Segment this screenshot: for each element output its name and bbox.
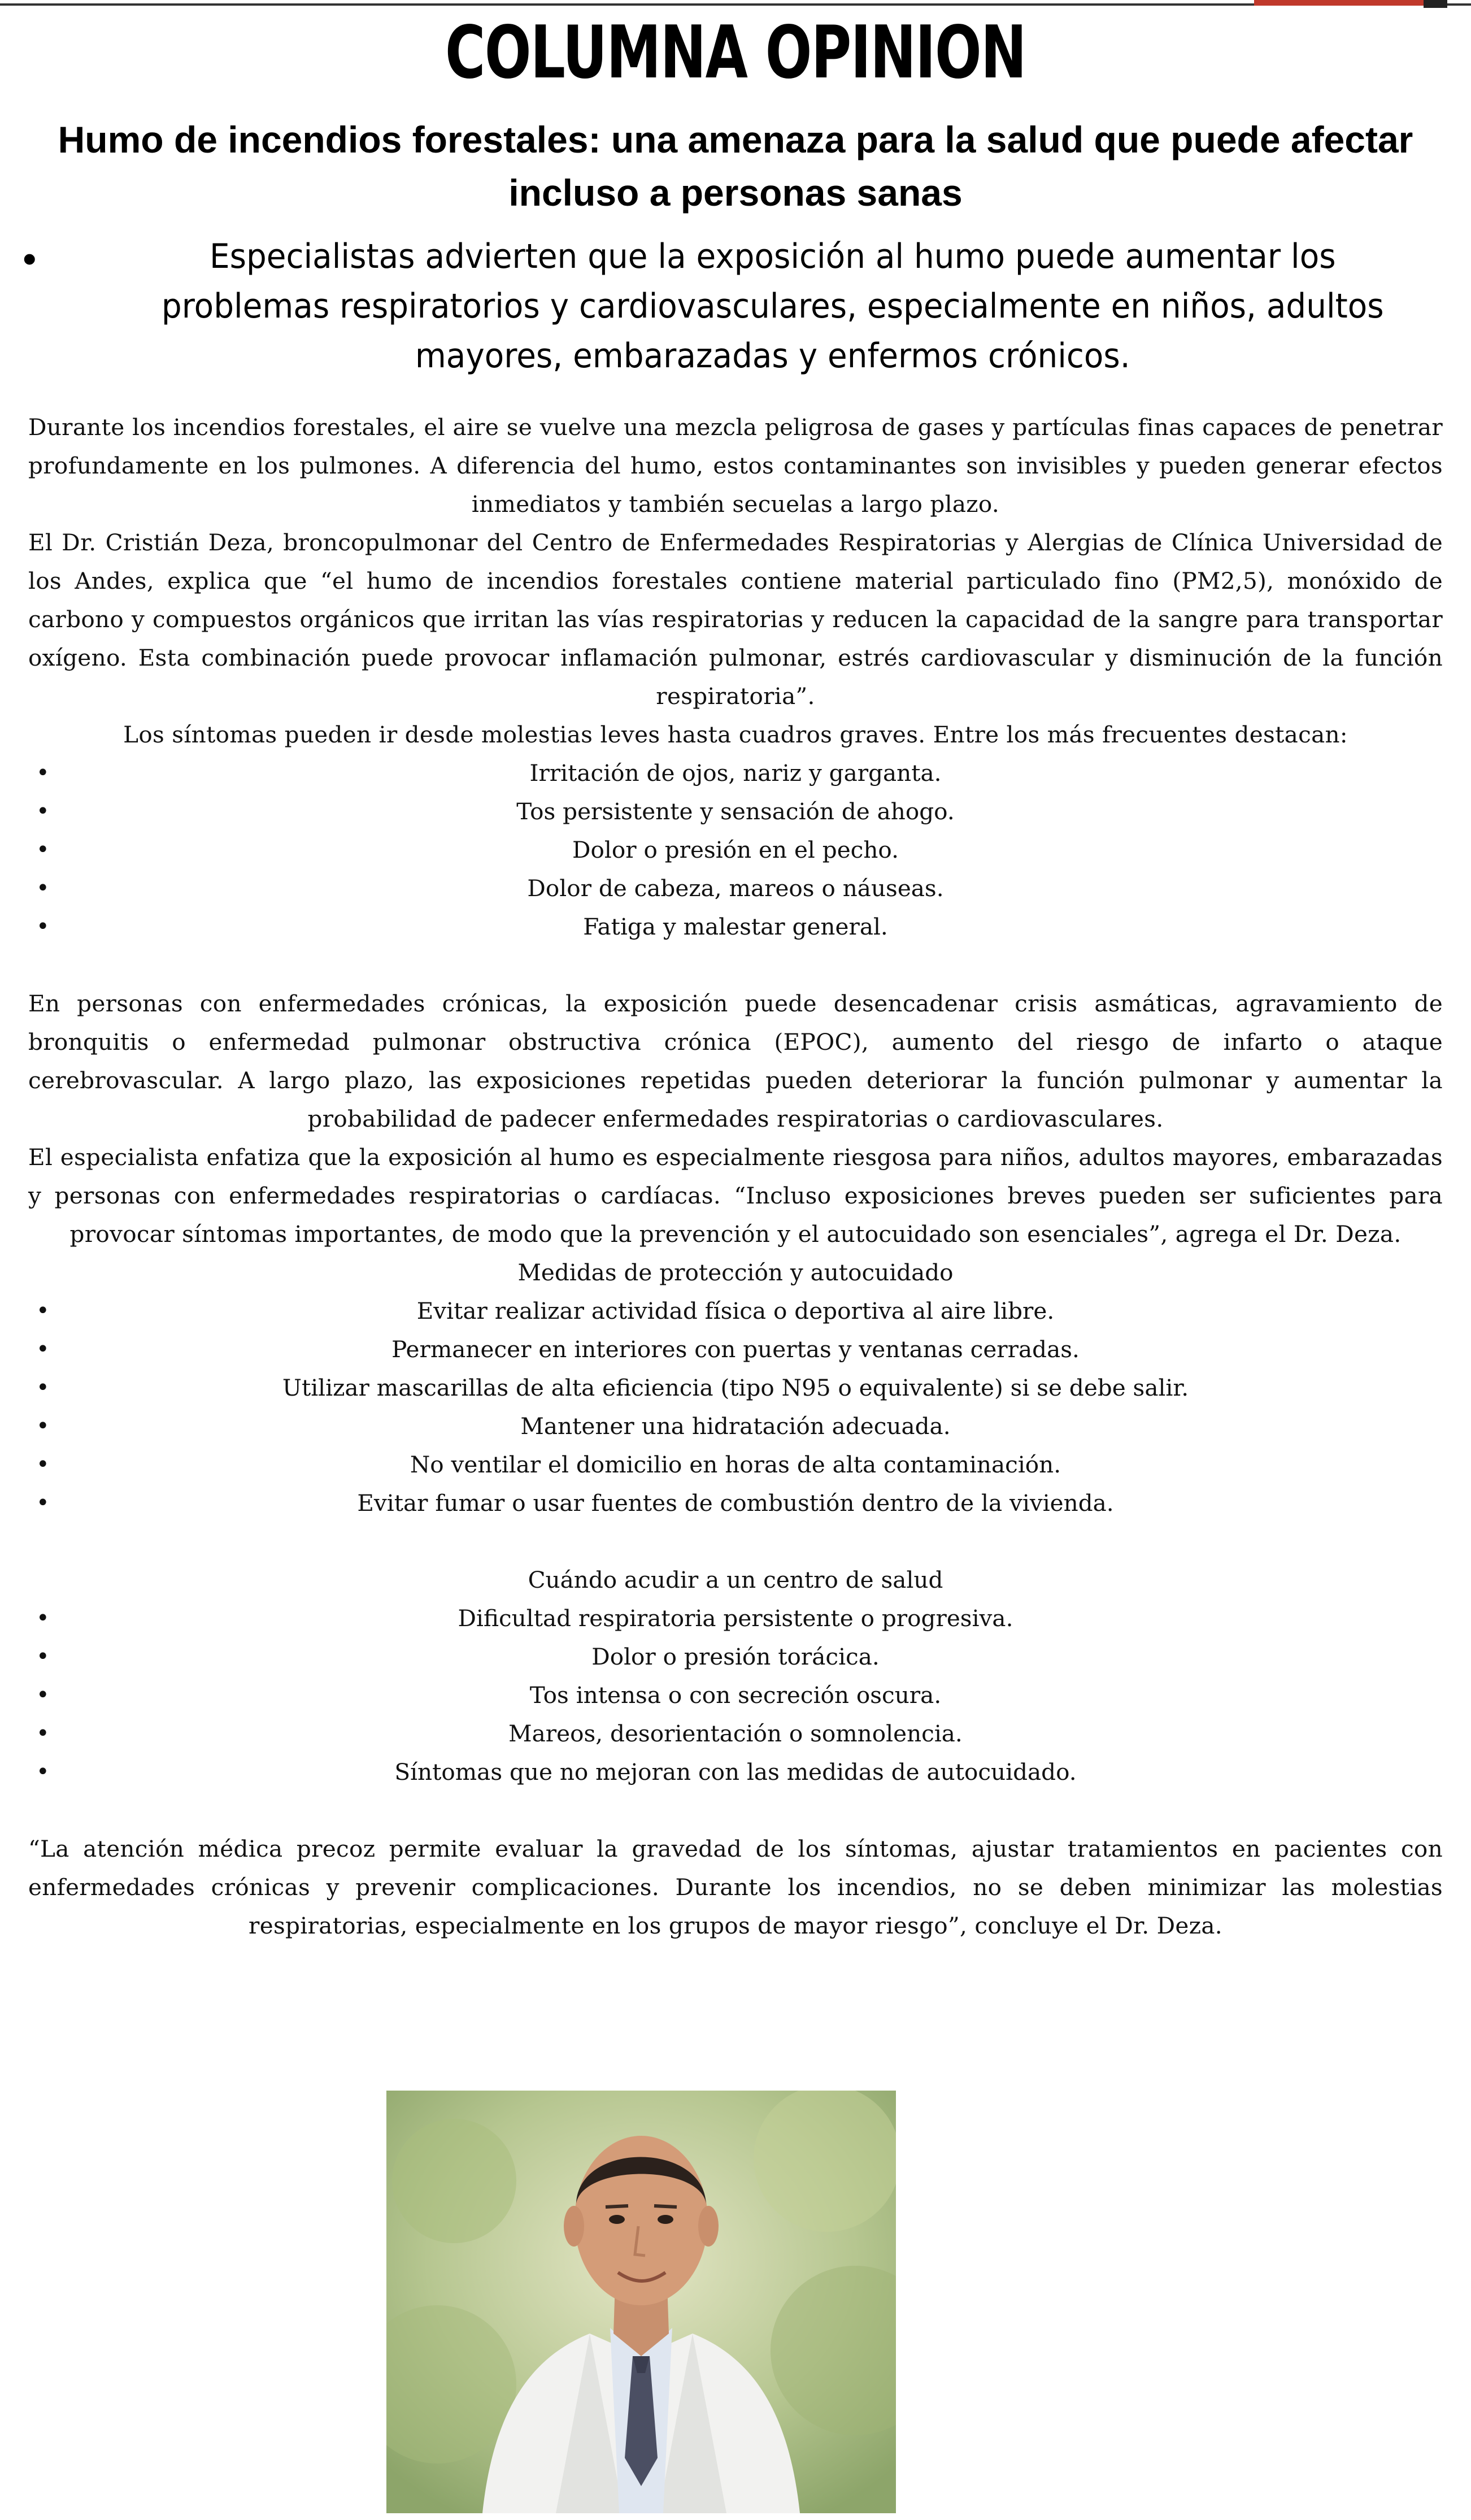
list-item xyxy=(28,1753,1443,1791)
corner-accent-bar xyxy=(1254,0,1424,6)
subhead-bullet: • xyxy=(23,237,37,281)
paragraph-1: Durante los incendios forestales, el aire se vuelve una mezcla peligrosa de gases y partículas finas capaces de penetrar profundamente en los pulmones. A diferencia del humo, estos contaminantes son invisibles y pueden generar efectos inmediatos y también secuelas a largo plazo. xyxy=(28,414,1443,518)
paragraph-2: El Dr. Cristián Deza, broncopulmonar del Centro de Enfermedades Respiratorias y Alergias de Clínica Universidad de los Andes, explica que “el humo de incendios forestales contiene material particulado fino (PM2,5), monóxido de carbono y compuestos orgánicos que irritan las vías respiratorias y reducen la capacidad de la sangre para transportar oxígeno. Esta combinación puede provocar inflamación pulmonar, estrés cardiovascular y disminución de la función respiratoria”. xyxy=(28,529,1443,710)
bullet-dot: • xyxy=(36,1720,50,1746)
bullet-dot: • xyxy=(36,1490,50,1516)
list-item xyxy=(28,1599,1443,1637)
spacer xyxy=(28,1791,1443,1830)
care-heading: Cuándo acudir a un centro de salud xyxy=(528,1566,943,1593)
headline: Humo de incendios forestales: una amenaza para la salud que puede afectar incluso a personas sanas xyxy=(58,119,1413,214)
article-body xyxy=(28,408,1443,1945)
list-item-text: Evitar realizar actividad física o deportiva al aire libre. xyxy=(416,1297,1055,1324)
list-item xyxy=(28,1445,1443,1484)
section-title: COLUMNA OPINION xyxy=(445,11,1026,95)
bullet-dot: • xyxy=(36,1336,50,1362)
list-item-text: Síntomas que no mejoran con las medidas de autocuidado. xyxy=(394,1758,1077,1785)
bullet-dot: • xyxy=(36,1644,50,1670)
spacer xyxy=(28,946,1443,984)
bullet-dot: • xyxy=(36,875,50,901)
bullet-dot: • xyxy=(36,760,50,786)
care-list xyxy=(28,1599,1443,1791)
bullet-dot: • xyxy=(36,1605,50,1631)
bullet-dot: • xyxy=(36,1452,50,1478)
list-item-text: No ventilar el domicilio en horas de alta contaminación. xyxy=(410,1451,1061,1478)
paragraph-6: “La atención médica precoz permite evaluar la gravedad de los síntomas, ajustar tratamientos en pacientes con enfermedades crónicas y prevenir complicaciones. Durante los incendios, no se deben minimizar las molestias respiratorias, especialmente en los grupos de mayor riesgo”, concluye el Dr. Deza. xyxy=(28,1835,1443,1939)
list-item-text: Irritación de ojos, nariz y garganta. xyxy=(529,759,942,787)
list-item-text: Evitar fumar o usar fuentes de combustión dentro de la vivienda. xyxy=(357,1489,1114,1517)
list-item xyxy=(28,792,1443,831)
bullet-dot: • xyxy=(36,1759,50,1785)
bullet-dot: • xyxy=(36,798,50,824)
list-item-text: Mantener una hidratación adecuada. xyxy=(520,1413,951,1440)
protection-heading: Medidas de protección y autocuidado xyxy=(517,1259,954,1286)
list-item xyxy=(28,1484,1443,1522)
doctor-photo xyxy=(386,2091,896,2513)
list-item xyxy=(28,1676,1443,1714)
bullet-dot: • xyxy=(36,914,50,940)
list-item xyxy=(28,907,1443,946)
doctor-portrait-illustration xyxy=(386,2091,896,2513)
list-item xyxy=(28,869,1443,907)
list-item-text: Tos intensa o con secreción oscura. xyxy=(529,1682,942,1709)
list-item xyxy=(28,1368,1443,1407)
bullet-dot: • xyxy=(36,837,50,863)
list-item xyxy=(28,1637,1443,1676)
top-rule xyxy=(0,3,1471,6)
subhead xyxy=(23,232,1448,381)
list-item-text: Utilizar mascarillas de alta eficiencia (tipo N95 o equivalente) si se debe salir. xyxy=(282,1374,1189,1401)
bullet-dot: • xyxy=(36,1375,50,1401)
paragraph-4: En personas con enfermedades crónicas, la exposición puede desencadenar crisis asmáticas, agravamiento de bronquitis o enfermedad pulmonar obstructiva crónica (EPOC), aumento del riesgo de infarto o ataque cerebrovascular. A largo plazo, las exposiciones repetidas pueden deteriorar la función pulmonar y aumentar la probabilidad de padecer enfermedades respiratorias o cardiovasculares. xyxy=(28,990,1443,1132)
list-item xyxy=(28,1292,1443,1330)
list-item-text: Fatiga y malestar general. xyxy=(583,913,888,940)
corner-mark xyxy=(1424,0,1447,8)
list-item xyxy=(28,831,1443,869)
paragraph-5: El especialista enfatiza que la exposición al humo es especialmente riesgosa para niños, adultos mayores, embarazadas y personas con enfermedades respiratorias o cardíacas. “Incluso exposiciones breves pueden ser suficientes para provocar síntomas importantes, de modo que la prevención y el autocuidado son esenciales”, agrega el Dr. Deza. xyxy=(28,1144,1443,1248)
symptoms-list xyxy=(28,754,1443,946)
list-item xyxy=(28,1714,1443,1753)
paragraph-3: Los síntomas pueden ir desde molestias leves hasta cuadros graves. Entre los más frecuentes destacan: xyxy=(123,721,1348,748)
list-item-text: Tos persistente y sensación de ahogo. xyxy=(516,798,955,825)
list-item xyxy=(28,1407,1443,1445)
list-item-text: Mareos, desorientación o somnolencia. xyxy=(508,1720,963,1747)
bullet-dot: • xyxy=(36,1413,50,1439)
list-item xyxy=(28,1330,1443,1368)
list-item-text: Dolor o presión torácica. xyxy=(591,1643,880,1670)
subhead-text: Especialistas advierten que la exposición al humo puede aumentar los problemas respiratorios y cardiovasculares, especialmente en niños, adultos mayores, embarazadas y enfermos crónicos. xyxy=(161,237,1384,376)
protection-list xyxy=(28,1292,1443,1522)
list-item xyxy=(28,754,1443,792)
list-item-text: Dolor o presión en el pecho. xyxy=(572,836,899,863)
bullet-dot: • xyxy=(36,1298,50,1324)
list-item-text: Permanecer en interiores con puertas y ventanas cerradas. xyxy=(391,1336,1080,1363)
spacer xyxy=(28,1522,1443,1561)
list-item-text: Dificultad respiratoria persistente o progresiva. xyxy=(458,1605,1013,1632)
bullet-dot: • xyxy=(36,1682,50,1708)
list-item-text: Dolor de cabeza, mareos o náuseas. xyxy=(527,875,944,902)
